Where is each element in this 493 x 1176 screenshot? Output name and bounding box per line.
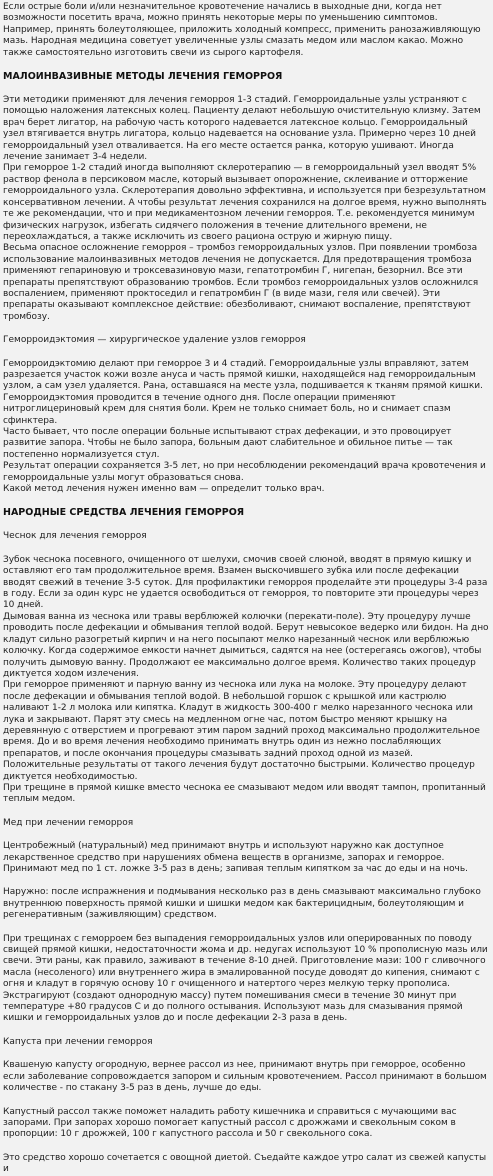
subheading-honey: Мед при лечении геморроя <box>3 817 134 828</box>
paragraph-doctor: Какой метод лечения нужен именно вам — определит только врач. <box>3 484 325 495</box>
paragraph-result: Результат операции сохраняется 3-5 лет, но при несоблюдении рекомендаций врача кровотечения и геморроидальные узлы могут образоваться снова. <box>3 461 486 483</box>
subheading-cabbage: Капуста при лечении геморроя <box>3 1036 153 1047</box>
paragraph-sclerotherapy: При геморрое 1-2 стадий иногда выполняют склеротерапию — в геморроидальный узел вводят 5% раствор фенола в персиковом масле, который вызывает опорожнение, склеивание и отторжение геморроидального узла. Склеротерапия довольно эффективна, и используется при безрезультатном консервативном лечении. А чтобы результат лечения сохранился на долгое время, нужно выполнять те же рекомендации, что и при медикаментозном лечении геморроя. Т.е. рекомендуется минимум физических нагрузок, избегать сидячего положения в течение длительного времени, не переохлаждаться, а также исключить из своего рациона острую и жирную пищу. <box>3 163 487 242</box>
paragraph-cabbage-brine: Квашеную капусту огородную, вернее рассол из нее, принимают внутрь при геморрое, особенно если заболевание сопровождается запором и сильным кровотечением. Рассол принимают в большом количестве - по стакану 3-5 раз в день, лучше до еды. <box>3 1060 487 1094</box>
paragraph-garlic-clove: Зубок чеснока посевного, очищенного от шелухи, смочив своей слюной, вводят в прямую кишку и оставляют его там продолжительное время. Взамен выскочившего зубка или после дефекации вводят свежий в течение 3-5 суток. Для профилактики геморроя проделайте эти процедуры 3-4 раза в году. Если за один курс не удается освободиться от геморроя, то повторите эти процедуры через 10 дней. <box>3 554 488 611</box>
paragraph-fissure-honey: При трещине в прямой кишке вместо чеснока ее смазывают медом или вводят тампон, пропитанный теплым медом. <box>3 782 486 805</box>
paragraph-postop-fear: Часто бывает, что после операции больные испытывают страх дефекации, и это провоцирует развитие запора. Чтобы не было запора, больным дают слабительное и обильное питье — так постепенно нормализуется стул. <box>3 427 453 460</box>
paragraph-propolis-ointment: При трещинах с геморроем без выпадения геморроидальных узлов или оперированных по поводу свищей прямой кишки, недостаточности жома и др. недугах используют 10 % прополисную мазь или свечи. Эти раны, как правило, заживают в течение 8-10 дней. Приготовление мази: 100 г сливочного масла (несоленого) или внутреннего жира в эмалированной посуде доводят до кипения, снимают с огня и кладут в горячую основу 10 г очищенного и натертого через мелкую терку прополиса. Экстрагируют (создают однородную массу) путем помешивания смеси в течение 30 минут при температуре +80 градусов С и до полного остывания. Используют мазь для смазывания прямой кишки и геморроидальных узлов до и после дефекации 2-3 раза в день. <box>3 933 488 1024</box>
paragraph-honey-internal: Центробежный (натуральный) мед принимают внутрь и используют наружно как доступное лекарственное средство при нарушениях обмена веществ в организме, запорах и геморрое. Принимают мед по 1 ст. ложке 3-5 раз в день; запивая теплым кипятком за час до еды и на ночь. <box>3 841 468 874</box>
intro-paragraph: Если острые боли и/или незначительное кровотечение начались в выходные дни, когда нет возможности посетить врача, можно принять некоторые меры по уменьшению симптомов. Например, принять болеутоляющее, приложить холодный компресс, применить ранозаживляющую мазь. Народная медицина советует увеличенные узлы смазать медом или маслом какао. Можно также самостоятельно изготовить свечи из сырого картофеля. <box>3 2 481 58</box>
paragraph-smoke-bath: Дымовая ванна из чеснока или травы верблюжей колючки (перекати-поле). Эту процедуру лучше проводить после дефекации и обмывания теплой водой. Берут невысокое ведерко или бидон. На дно кладут сильно разогретый кирпич и на него посыпают мелко нарезанный чеснок или верблюжью колючку. Когда содержимое емкости начнет дымиться, садятся на нее (остерегаясь ожогов), чтобы получить дымовую ванну. Продолжают ее максимально долгое время. Количество таких процедур диктуется ходом излечения. <box>3 611 489 679</box>
paragraph-ligation: Эти методики применяют для лечения геморроя 1-3 стадий. Геморроидальные узлы устраняют с помощью наложения латексных колец. Пациенту делают небольшую очистительную клизму. Затем врач берет лигатор, на рабочую часть которого надевается латексное кольцо. Геморроидальный узел втягивается внутрь лигатора, кольцо надевается на основание узла. Примерно через 10 дней геморроидальный узел отваливается. На его месте остается ранка, которую ушивают. Иногда лечение занимает 3-4 недели. <box>3 95 481 163</box>
paragraph-cabbage-diet: Это средство хорошо сочетается с овощной диетой. Съедайте каждое утро салат из свежей капусты и <box>3 1152 487 1175</box>
section-heading-folk-remedies: НАРОДНЫЕ СРЕДСТВА ЛЕЧЕНИЯ ГЕМОРРОЯ <box>3 507 245 519</box>
paragraph-honey-external: Наружно: после испражнения и подмывания несколько раз в день смазывают максимально глубоко внутреннюю поверхность прямой кишки и шишки медом как бактерицидным, болеутоляющим и регенеративным (заживляющим) средством. <box>3 887 481 921</box>
paragraph-thrombosis: Весьма опасное осложнение геморроя – тромбоз геморроидальных узлов. При появлении тромбоза использование малоинвазивных методов лечения не допускается. Для предотвращения тромбоза применяют гепариновую и троксевазиновую мази, гепатотромбин Г, нигепан, безорнил. Все эти препараты препятствуют образованию тромбов. Если тромбоз геморроидальных узлов осложнился воспалением, применяют проктоседил и гепатромбин Г (в виде мази, геля или свечей). Эти препараты оказывают комплексное действие: обезболивают, снимают воспаление, препятствуют тромбозу. <box>3 243 479 322</box>
subheading-hemorrhoidectomy: Геморроидэктомия — хирургическое удаление узлов геморроя <box>3 335 306 346</box>
subheading-garlic: Чеснок для лечения геморроя <box>3 531 147 542</box>
paragraph-surgery: Геморроидэктомию делают при геморрое 3 и 4 стадий. Геморроидальные узлы вправляют, затем разрезается участок кожи возле ануса и часть прямой кишки, находящейся над геморроидальным узлом, а сам узел удаляется. Рана, оставшаяся на месте узла, подшивается к тканям прямой кишки. Геморроидэктомия проводится в течение одного дня. После операции применяют нитроглицериновый крем для снятия боли. Крем не только снимает боль, но и снимает спазм сфинктера. <box>3 358 483 426</box>
paragraph-steam-bath: При геморрое применяют и парную ванну из чеснока или лука на молоке. Эту процедуру делают после дефекации и обмывания теплой водой. В небольшой горшок с крышкой или кастрюлю наливают 1-2 л молока или кипятка. Кладут в жидкость 300-400 г мелко нарезанного чеснока или лука и закрывают. Парят эту смесь на медленном огне час, потом быстро меняют крышку на деревянную с отверстием и прогревают этим паром задний проход максимально продолжительное время. До и во время лечения необходимо принимать внутрь один из нежно послабляющих препаратов, и после окончания процедуры смазывать задний проход одной из мазей. Положительные результаты от такого лечения будут достаточно быстрыми. Количество процедур диктуется необходимостью. <box>3 680 480 782</box>
paragraph-cabbage-yeast: Капустный рассол также поможет наладить работу кишечника и справиться с мучающими вас запорами. При запорах хорошо помогает капустный рассол с дрожжами и свекольным соком в пропорции: 10 г дрожжей, 100 г капустного рассола и 50 г свекольного сока. <box>3 1106 457 1140</box>
section-heading-minimally-invasive: МАЛОИНВАЗИВНЫЕ МЕТОДЫ ЛЕЧЕНИЯ ГЕМОРРОЯ <box>3 71 283 83</box>
